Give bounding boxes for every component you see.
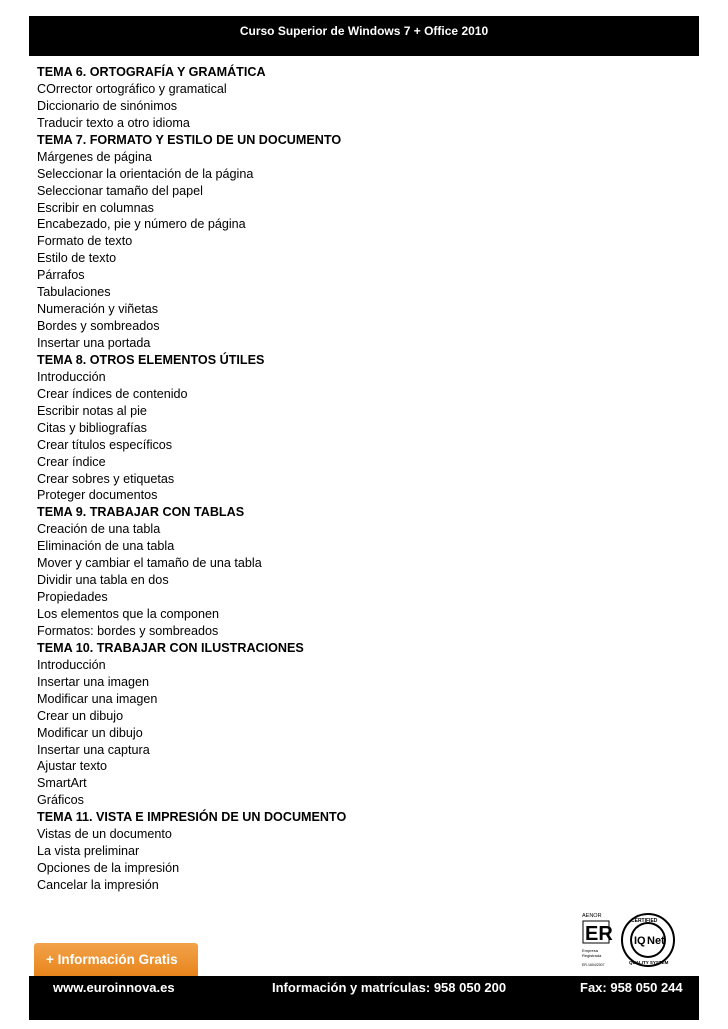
- topic-item: COrrector ortográfico y gramatical: [37, 81, 227, 96]
- topic-item: Cancelar la impresión: [37, 878, 159, 892]
- topic-item: Crear índice: [37, 454, 106, 469]
- topic-item: Traducir texto a otro idioma: [37, 115, 190, 130]
- topic-item: Introducción: [37, 369, 106, 384]
- topic-item: Insertar una imagen: [37, 674, 150, 689]
- topic-item: Proteger documentos: [37, 488, 158, 503]
- footer-bar: [29, 976, 699, 1020]
- svg-text:Registrada: Registrada: [582, 953, 602, 958]
- topic-item: Creación de una tabla: [37, 522, 161, 537]
- section-heading: TEMA 11. VISTA E IMPRESIÓN DE UN DOCUMENTO: [37, 810, 347, 825]
- topic-item: Insertar una portada: [37, 336, 151, 350]
- topic-item: Crear un dibujo: [37, 708, 124, 723]
- topic-item: Seleccionar la orientación de la página: [37, 166, 254, 181]
- topic-item: Opciones de la impresión: [37, 861, 180, 876]
- svg-text:Empresa: Empresa: [582, 948, 599, 953]
- svg-text:Net: Net: [647, 935, 665, 947]
- topic-item: Seleccionar tamaño del papel: [37, 183, 203, 198]
- section-heading: TEMA 8. OTROS ELEMENTOS ÚTILES: [37, 352, 265, 367]
- topic-item: Diccionario de sinónimos: [37, 98, 177, 113]
- topic-item: La vista preliminar: [37, 844, 140, 859]
- syllabus-list: [37, 64, 677, 894]
- topic-item: Párrafos: [37, 268, 85, 283]
- topic-item: Modificar una imagen: [37, 691, 158, 706]
- topic-item: Crear títulos específicos: [37, 437, 173, 452]
- topic-item: Formatos: bordes y sombreados: [37, 623, 219, 638]
- section-heading: TEMA 7. FORMATO Y ESTILO DE UN DOCUMENTO: [37, 132, 342, 147]
- header-bar: [29, 16, 699, 56]
- section-heading: TEMA 6. ORTOGRAFÍA Y GRAMÁTICA: [37, 65, 266, 79]
- section-heading: TEMA 9. TRABAJAR CON TABLAS: [37, 505, 245, 520]
- svg-text:QUALITY SYSTEM: QUALITY SYSTEM: [629, 960, 669, 965]
- topic-item: Encabezado, pie y número de página: [37, 217, 246, 232]
- section-heading: TEMA 10. TRABAJAR CON ILUSTRACIONES: [37, 640, 304, 655]
- topic-item: Los elementos que la componen: [37, 607, 220, 621]
- topic-item: Formato de texto: [37, 234, 133, 249]
- svg-text:IQ: IQ: [634, 935, 646, 947]
- topic-item: Crear sobres y etiquetas: [37, 471, 175, 486]
- topic-item: Ajustar texto: [37, 759, 107, 774]
- topic-item: SmartArt: [37, 776, 87, 791]
- svg-text:CERTIFIED: CERTIFIED: [631, 918, 658, 924]
- topic-item: Márgenes de página: [37, 149, 152, 164]
- topic-item: Modificar un dibujo: [37, 725, 143, 740]
- topic-item: Insertar una captura: [37, 742, 150, 757]
- topic-item: Dividir una tabla en dos: [37, 573, 169, 588]
- fax-number: Fax: 958 050 244: [580, 980, 683, 995]
- topic-item: Vistas de un documento: [37, 827, 172, 842]
- topic-item: Tabulaciones: [37, 285, 111, 300]
- topic-item: Eliminación de una tabla: [37, 539, 175, 554]
- svg-text:AENOR: AENOR: [582, 913, 602, 919]
- topic-item: Introducción: [37, 657, 106, 672]
- website-link[interactable]: www.euroinnova.es: [53, 980, 175, 995]
- aenor-er-logo: [580, 910, 616, 970]
- svg-text:ER-1604/2007: ER-1604/2007: [582, 963, 605, 967]
- topic-item: Escribir en columnas: [37, 200, 154, 215]
- enrollment-phone: Información y matrículas: 958 050 200: [272, 980, 507, 995]
- topic-item: Citas y bibliografías: [37, 420, 147, 435]
- topic-item: Propiedades: [37, 590, 108, 605]
- topic-item: Bordes y sombreados: [37, 319, 160, 334]
- svg-text:ER: ER: [585, 923, 613, 945]
- topic-item: Mover y cambiar el tamaño de una tabla: [37, 556, 262, 571]
- info-gratis-button[interactable]: + Información Gratis: [34, 943, 198, 976]
- topic-item: Numeración y viñetas: [37, 302, 159, 317]
- topic-item: Crear índices de contenido: [37, 386, 188, 401]
- course-title: Curso Superior de Windows 7 + Office 2010: [239, 24, 489, 38]
- topic-item: Escribir notas al pie: [37, 403, 147, 418]
- iqnet-certified-seal: [620, 910, 676, 970]
- topic-item: Gráficos: [37, 793, 84, 808]
- topic-item: Estilo de texto: [37, 251, 117, 266]
